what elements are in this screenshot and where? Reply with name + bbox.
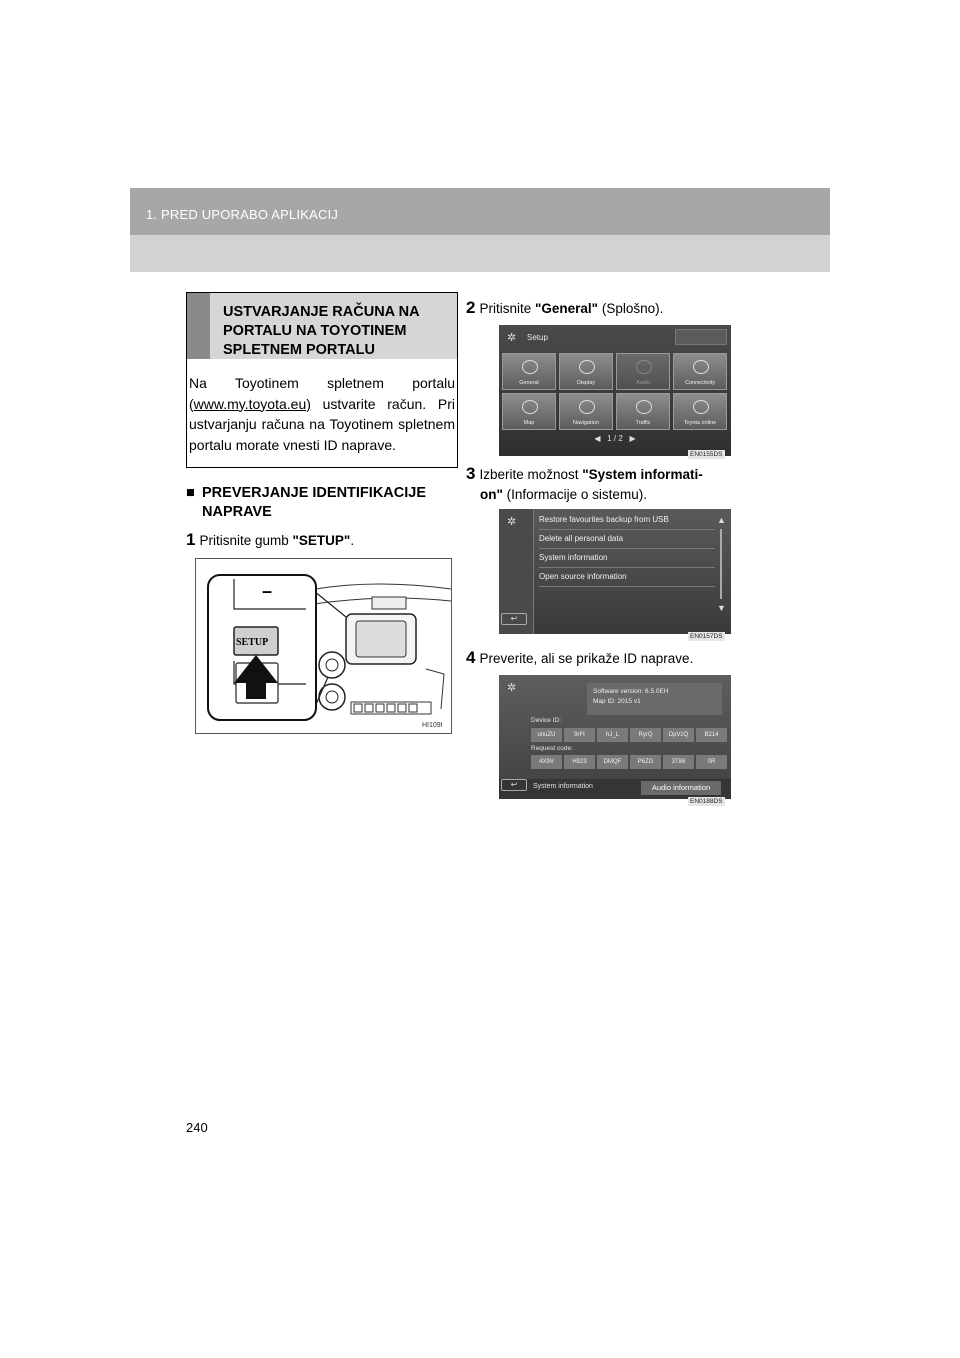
pager	[499, 434, 731, 443]
audio-info-button[interactable]: Audio information	[641, 781, 721, 795]
tile-traffic[interactable]	[616, 393, 670, 430]
toyota-online-icon	[693, 400, 709, 414]
back-icon: ↩	[510, 780, 518, 789]
step-number: 1	[186, 530, 196, 549]
minus-mark: –	[262, 581, 273, 601]
info-box-body	[189, 373, 455, 455]
list-item-system-info[interactable]: System information	[539, 549, 715, 568]
figure-code: EN0157DS	[690, 633, 723, 640]
step-text-end: (Informacije o sistemu).	[502, 487, 647, 502]
back-icon: ↩	[510, 614, 518, 623]
software-version: Software version: 6.5.0EH	[593, 688, 669, 695]
request-code-label: Request code:	[531, 745, 573, 752]
scroll-down-icon[interactable]: ▼	[717, 603, 726, 613]
tile-map[interactable]	[502, 393, 556, 430]
tile-toyota-online[interactable]	[673, 393, 727, 430]
audio-icon	[636, 360, 652, 374]
request-code-cell: H923	[564, 755, 595, 769]
device-id-cell: hJ_L	[597, 728, 628, 742]
gear-icon: ✲	[507, 516, 517, 528]
step-3	[466, 464, 756, 505]
back-button[interactable]	[501, 779, 527, 791]
scroll-up-icon[interactable]: ▲	[717, 515, 726, 525]
section-heading-line2: NAPRAVE	[202, 504, 272, 520]
tile-connectivity[interactable]	[673, 353, 727, 390]
figure-code: HI109I	[422, 722, 443, 729]
device-id-row	[531, 728, 727, 742]
tile-navigation[interactable]	[559, 393, 613, 430]
dashboard-drawing	[196, 559, 452, 734]
general-menu-screen	[499, 509, 731, 634]
request-code-cell: 4X9V	[531, 755, 562, 769]
device-id-cell: 9rFt	[564, 728, 595, 742]
list-item-delete[interactable]: Delete all personal data	[539, 530, 715, 549]
system-info-screen	[499, 675, 731, 799]
list-item-restore[interactable]: Restore favourites backup from USB	[539, 511, 715, 530]
portal-link[interactable]: www.my.toyota.eu)	[193, 395, 311, 412]
tile-label: Connectivity	[685, 380, 715, 386]
device-id-cell: RyrQ	[630, 728, 661, 742]
setup-button-illustration	[195, 558, 452, 734]
version-panel	[587, 683, 722, 715]
tile-label: Display	[576, 380, 596, 386]
request-code-row	[531, 755, 727, 769]
step-bold-text-cont: on"	[480, 487, 503, 502]
request-code-cell: DMQF	[597, 755, 628, 769]
tile-label: Toyota online	[683, 420, 717, 426]
step-bold-text: "SETUP"	[292, 533, 351, 548]
info-box-title: USTVARJANJE RAČUNA NA PORTALU NA TOYOTINEM SPLETNEM PORTALU	[223, 304, 420, 358]
device-id-label: Device ID:	[531, 717, 561, 724]
traffic-icon	[636, 400, 652, 414]
step-bold-text: "System informati-	[582, 467, 703, 482]
next-page-icon[interactable]: ▶	[629, 434, 636, 443]
section-bullet: ■	[186, 485, 195, 501]
body-text-end: ustvarite račun. Pri ustvarjanju računa na Toyotinem spletnem portalu morate vnesti ID naprave.	[189, 395, 455, 453]
back-button[interactable]	[501, 613, 527, 625]
setup-button: SETUP	[236, 637, 269, 648]
tile-display[interactable]	[559, 353, 613, 390]
list-item-open-source[interactable]: Open source information	[539, 568, 715, 587]
request-code-cell: 0R	[696, 755, 727, 769]
gear-icon: ✲	[507, 682, 517, 694]
info-box-header	[187, 293, 457, 359]
scroll-track	[720, 529, 722, 599]
page-number: 240	[186, 1120, 208, 1135]
system-info-tab[interactable]: System information	[533, 783, 593, 790]
request-code-cell: 3T88	[663, 755, 694, 769]
gear-icon: ✲	[507, 332, 517, 344]
body-text-start: Na Toyotinem spletnem portalu (	[189, 375, 455, 412]
connectivity-icon	[693, 360, 709, 374]
step-number: 4	[466, 648, 476, 667]
page-indicator: 1 / 2	[607, 434, 623, 443]
tile-label: Map	[523, 420, 535, 426]
step-text: Preverite, ali se prikaže ID naprave.	[479, 651, 694, 666]
step-bold-text: "General"	[535, 301, 599, 316]
step-number: 2	[466, 298, 476, 317]
general-icon	[522, 360, 538, 374]
tile-audio[interactable]	[616, 353, 670, 390]
step-text-end: .	[350, 533, 355, 548]
tile-label: Audio	[635, 380, 651, 386]
step-4	[466, 648, 693, 669]
figure-code: EN0155DS	[690, 451, 723, 458]
device-id-cell: B214	[696, 728, 727, 742]
device-id-cell: unuZU	[531, 728, 562, 742]
step-1	[186, 530, 354, 551]
status-indicators	[675, 329, 727, 345]
step-number: 3	[466, 464, 476, 483]
scrollbar[interactable]	[717, 515, 725, 627]
map-id: Map ID: 2015 v1	[593, 698, 641, 705]
screen-title: Setup	[527, 333, 548, 342]
prev-page-icon[interactable]: ◀	[594, 434, 601, 443]
section-heading	[186, 484, 458, 522]
request-code-cell: P6ZG	[630, 755, 661, 769]
step-text: Pritisnite	[479, 301, 535, 316]
section-heading-line1: PREVERJANJE IDENTIFIKACIJE	[202, 485, 426, 501]
figure-code: EN0188DS	[690, 798, 723, 805]
device-id-cell: DpVzQ	[663, 728, 694, 742]
step-text: Izberite možnost	[479, 467, 583, 482]
info-box	[186, 292, 458, 468]
step-text: Pritisnite gumb	[199, 533, 293, 548]
tile-general[interactable]	[502, 353, 556, 390]
map-icon	[522, 400, 538, 414]
tile-label: General	[519, 380, 539, 386]
display-icon	[579, 360, 595, 374]
header-sub-bar	[130, 235, 830, 272]
tile-label: Navigation	[573, 420, 599, 426]
step-text-end: (Splošno).	[598, 301, 664, 316]
info-box-accent	[187, 293, 210, 359]
step-2	[466, 298, 663, 319]
navigation-icon	[579, 400, 595, 414]
setup-menu-screen	[499, 325, 731, 456]
tile-label: Traffic	[635, 420, 651, 426]
chapter-title: 1. PRED UPORABO APLIKACIJ	[146, 207, 339, 222]
